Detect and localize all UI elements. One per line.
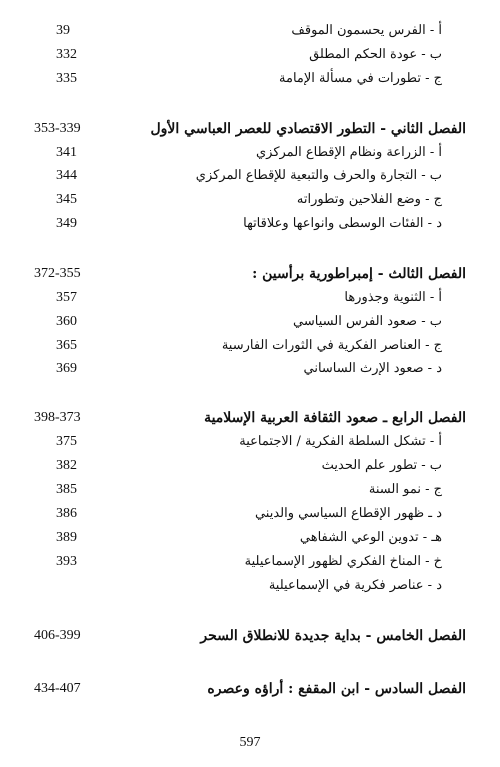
entry-title: ب - تطور علم الحديث: [321, 458, 442, 473]
entry-page: 382: [56, 458, 77, 473]
entry-title: ب - صعود الفرس السياسي: [293, 314, 442, 329]
entry-page: 365: [56, 338, 77, 353]
entry-title: خ - المناخ الفكري لظهور الإسماعيلية: [244, 554, 442, 569]
entry-title: أ - الفرس يحسمون الموقف: [291, 23, 442, 38]
entry-title: أ - الزراعة ونظام الإقطاع المركزي: [255, 145, 442, 160]
entry-page: 385: [56, 482, 77, 497]
entry-title: ب - التجارة والحرف والتبعية للإقطاع المركزي: [195, 168, 442, 183]
entry-title: ج - وضع الفلاحين وتطوراته: [296, 192, 442, 207]
entry-page: 344: [56, 168, 77, 183]
toc-entry: [0, 286, 500, 310]
toc-entry: [0, 526, 500, 550]
entry-title: ج - العناصر الفكرية في الثورات الفارسية: [221, 338, 442, 353]
entry-title: ج - تطورات في مسألة الإمامة: [279, 71, 442, 86]
entry-title: ب - عودة الحكم المطلق: [309, 47, 442, 62]
toc-entry: [0, 67, 500, 91]
chapter-title: الفصل الرابع ـ صعود الثقافة العربية الإسلامية: [204, 410, 466, 426]
chapter-pages: 372-355: [34, 266, 81, 281]
entry-title: د - عناصر فكرية في الإسماعيلية: [268, 578, 442, 593]
entry-title: د - الفئات الوسطى وانواعها وعلاقاتها: [243, 216, 442, 231]
entry-page: 341: [56, 145, 77, 160]
entry-page: 393: [56, 554, 77, 569]
entry-page: 349: [56, 216, 77, 231]
chapter-pages: 398-373: [34, 410, 81, 425]
chapter-pages: 353-339: [34, 121, 81, 136]
entry-title: هـ - تدوين الوعي الشفاهي: [299, 530, 442, 545]
toc-entry: [0, 357, 500, 381]
entry-page: 39: [56, 23, 70, 38]
chapter-title: الفصل الثاني - التطور الاقتصادي للعصر العباسي الأول: [150, 121, 466, 137]
toc-entry: [0, 212, 500, 236]
chapter-heading: [0, 262, 500, 286]
chapter-pages: 434-407: [34, 681, 81, 696]
toc-entry: [0, 550, 500, 574]
entry-page: 389: [56, 530, 77, 545]
toc-entry: [0, 454, 500, 478]
entry-page: 335: [56, 71, 77, 86]
toc-entry: [0, 19, 500, 43]
chapter-pages: 406-399: [34, 628, 81, 643]
entry-page: 345: [56, 192, 77, 207]
toc-entry: [0, 574, 500, 598]
entry-page: 332: [56, 47, 77, 62]
toc-entry: [0, 478, 500, 502]
chapter-heading: [0, 406, 500, 430]
entry-page: 375: [56, 434, 77, 449]
chapter-title: الفصل الخامس - بداية جديدة للانطلاق السحر: [200, 628, 466, 644]
toc-entry: [0, 141, 500, 165]
toc-entry: [0, 188, 500, 212]
entry-page: 357: [56, 290, 77, 305]
chapter-heading: [0, 624, 500, 648]
toc-entry: [0, 334, 500, 358]
entry-page: 369: [56, 361, 77, 376]
entry-title: د ـ ظهور الإقطاع السياسي والديني: [254, 506, 442, 521]
toc-entry: [0, 310, 500, 334]
toc-entry: [0, 164, 500, 188]
toc-entry: [0, 43, 500, 67]
toc-entry: [0, 502, 500, 526]
page-number: 597: [239, 735, 261, 750]
toc-entry: [0, 430, 500, 454]
entry-title: أ - تشكل السلطة الفكرية / الاجتماعية: [239, 434, 442, 449]
chapter-title: الفصل السادس - ابن المقفع : أراؤه وعصره: [207, 681, 466, 697]
entry-title: ج - نمو السنة: [368, 482, 442, 497]
entry-page: 360: [56, 314, 77, 329]
entry-title: د - صعود الإرث الساساني: [303, 361, 442, 376]
chapter-title: الفصل الثالث - إمبراطورية برأسين :: [252, 266, 466, 282]
entry-title: أ - الثنوية وجذورها: [344, 290, 442, 305]
entry-page: 386: [56, 506, 77, 521]
chapter-heading: [0, 677, 500, 701]
chapter-heading: [0, 117, 500, 141]
